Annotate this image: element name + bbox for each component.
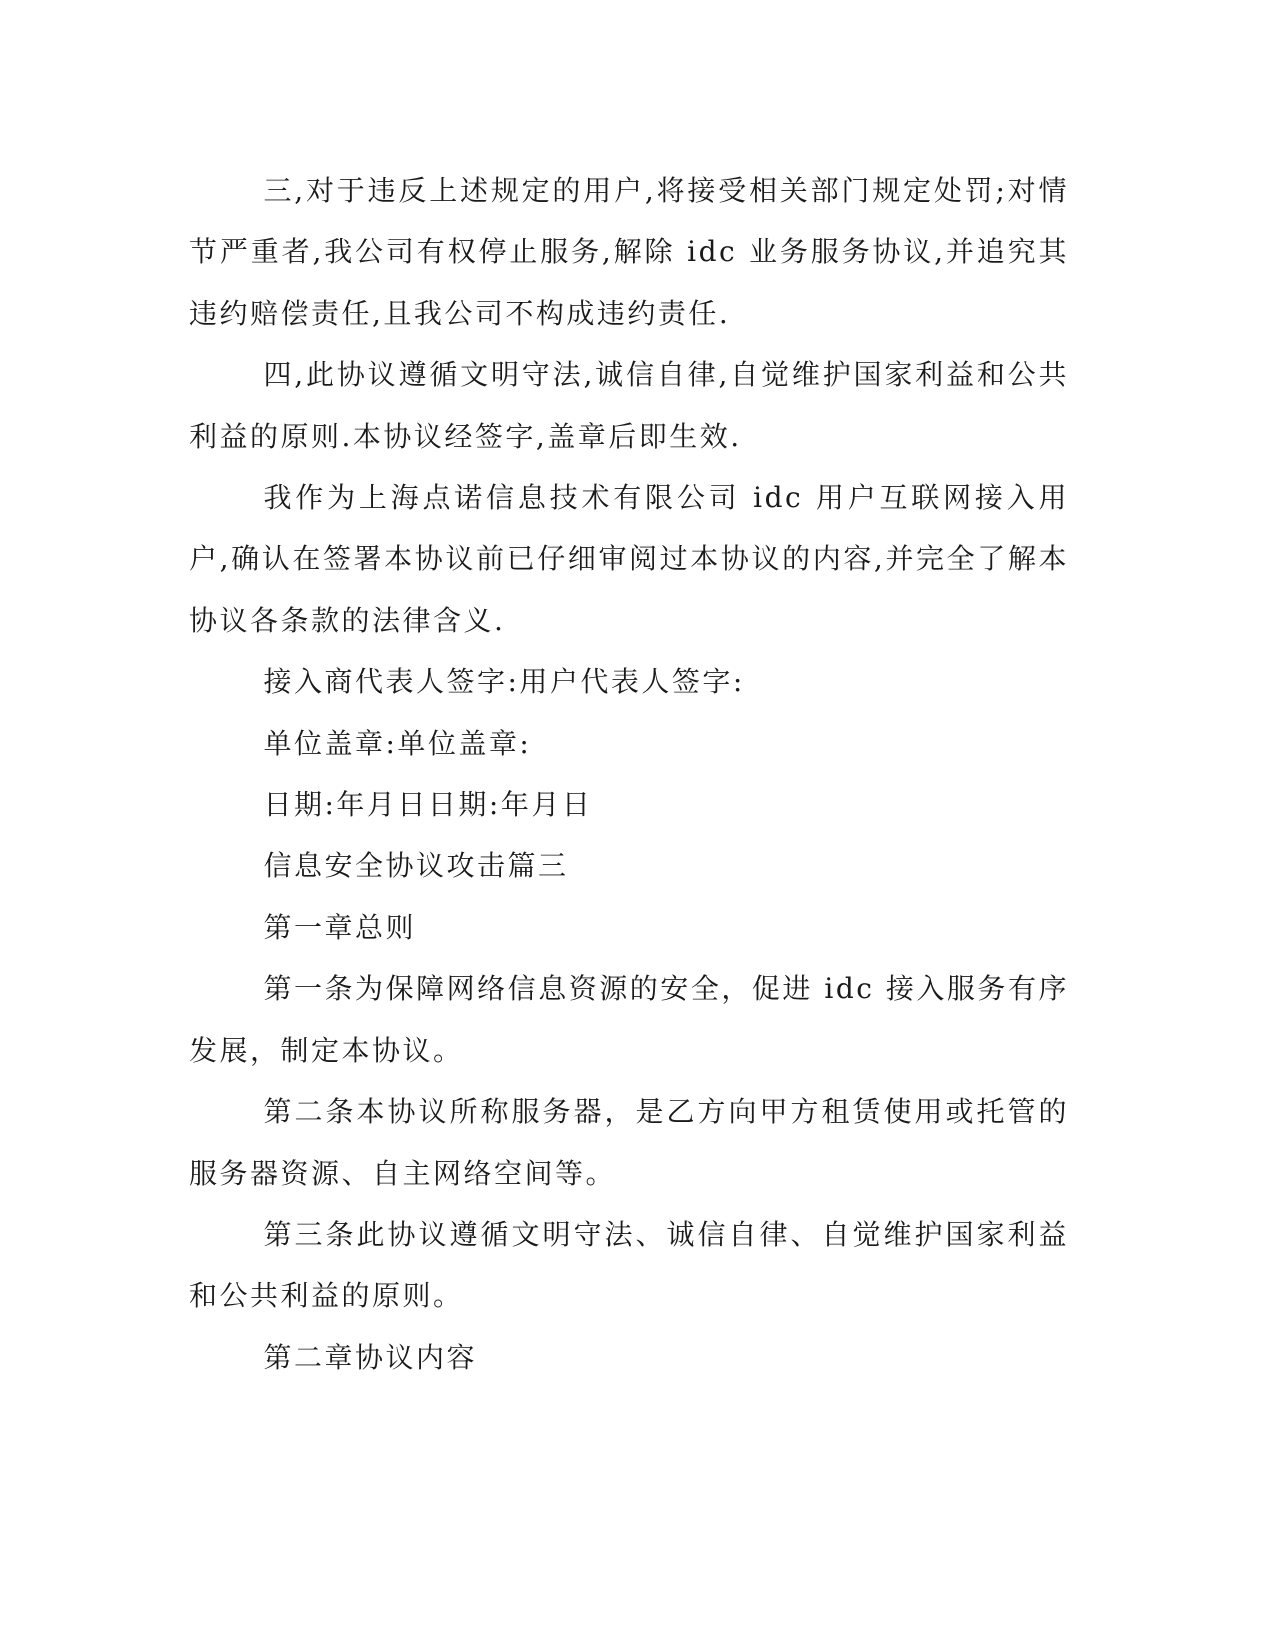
- section-title: 信息安全协议攻击篇三: [263, 849, 569, 883]
- paragraph-principle-clause: 四,此协议遵循文明守法,诚信自律,自觉维护国家利益和公共利益的原则.本协议经签字,盖章后即生效.: [189, 358, 1069, 453]
- signature-line: 接入商代表人签字:用户代表人签字:: [263, 665, 745, 699]
- document-body: [189, 160, 1069, 1388]
- article-two: 第二条本协议所称服务器，是乙方向甲方租赁使用或托管的服务器资源、自主网络空间等。: [189, 1095, 1069, 1190]
- article-three: 第三条此协议遵循文明守法、诚信自律、自觉维护国家利益和公共利益的原则。: [189, 1217, 1069, 1313]
- chapter-heading-general: 第一章总则: [263, 910, 416, 944]
- chapter-heading-content: 第二章协议内容: [263, 1340, 477, 1374]
- paragraph-user-confirmation: 我作为上海点诺信息技术有限公司 idc 用户互联网接入用户,确认在签署本协议前已仔细审阅过本协议的内容,并完全了解本协议各条款的法律含义.: [189, 481, 1069, 637]
- paragraph-penalty-clause: 三,对于违反上述规定的用户,将接受相关部门规定处罚;对情节严重者,我公司有权停止服务,解除 idc 业务服务协议,并追究其违约赔偿责任,且我公司不构成违约责任.: [189, 174, 1069, 330]
- seal-line: 单位盖章:单位盖章:: [263, 726, 532, 760]
- article-one: 第一条为保障网络信息资源的安全，促进 idc 接入服务有序发展，制定本协议。: [189, 972, 1069, 1067]
- date-line: 日期:年月日日期:年月日: [263, 788, 593, 822]
